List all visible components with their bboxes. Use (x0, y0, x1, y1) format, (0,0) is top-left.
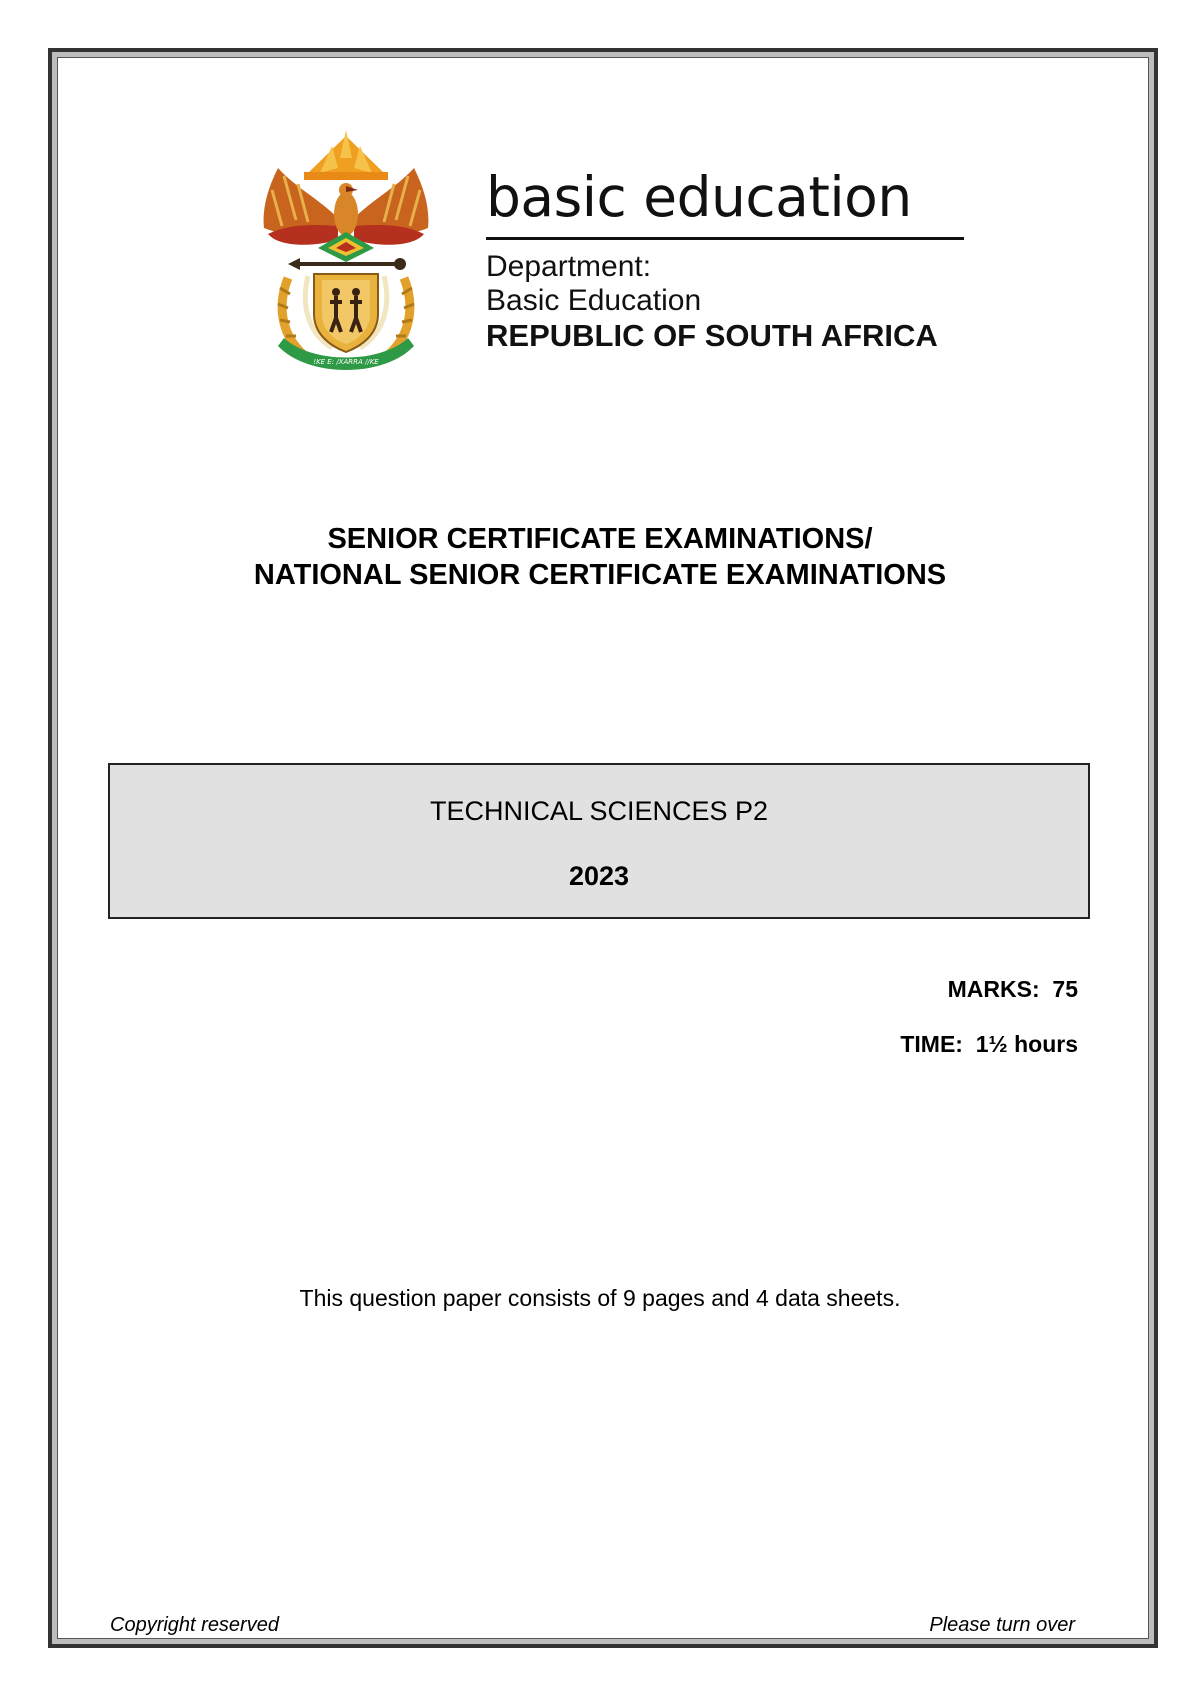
brand-wordmark: basic education (486, 165, 912, 229)
marks-info (948, 978, 1078, 1001)
marks-value: 75 (1052, 976, 1078, 1002)
exam-year: 2023 (568, 861, 630, 891)
department-name: Basic Education (486, 284, 702, 317)
marks-label: MARKS: (947, 976, 1040, 1002)
brand-underline (486, 237, 964, 240)
bird-icon (334, 183, 358, 236)
time-value: 1½ hours (975, 1031, 1078, 1057)
exam-title-line-2: NATIONAL SENIOR CERTIFICATE EXAMINATIONS (253, 559, 947, 591)
time-info (900, 1033, 1078, 1056)
rising-sun-icon (304, 130, 388, 180)
coat-of-arms-emblem (248, 128, 444, 374)
turn-over-notice: Please turn over (929, 1614, 1075, 1636)
department-label: Department: (486, 250, 652, 283)
subject-name: TECHNICAL SCIENCES P2 (429, 796, 769, 826)
page-count-note: This question paper consists of 9 pages and 4 data sheets. (299, 1285, 901, 1311)
svg-text:!KE E: /XARRA //KE: !KE E: /XARRA //KE (313, 358, 379, 366)
country-name: REPUBLIC OF SOUTH AFRICA (486, 318, 938, 353)
copyright-notice: Copyright reserved (110, 1614, 279, 1636)
exam-title-line-1: SENIOR CERTIFICATE EXAMINATIONS/ (327, 523, 873, 555)
subject-box (108, 763, 1090, 919)
time-label: TIME: (900, 1031, 963, 1057)
